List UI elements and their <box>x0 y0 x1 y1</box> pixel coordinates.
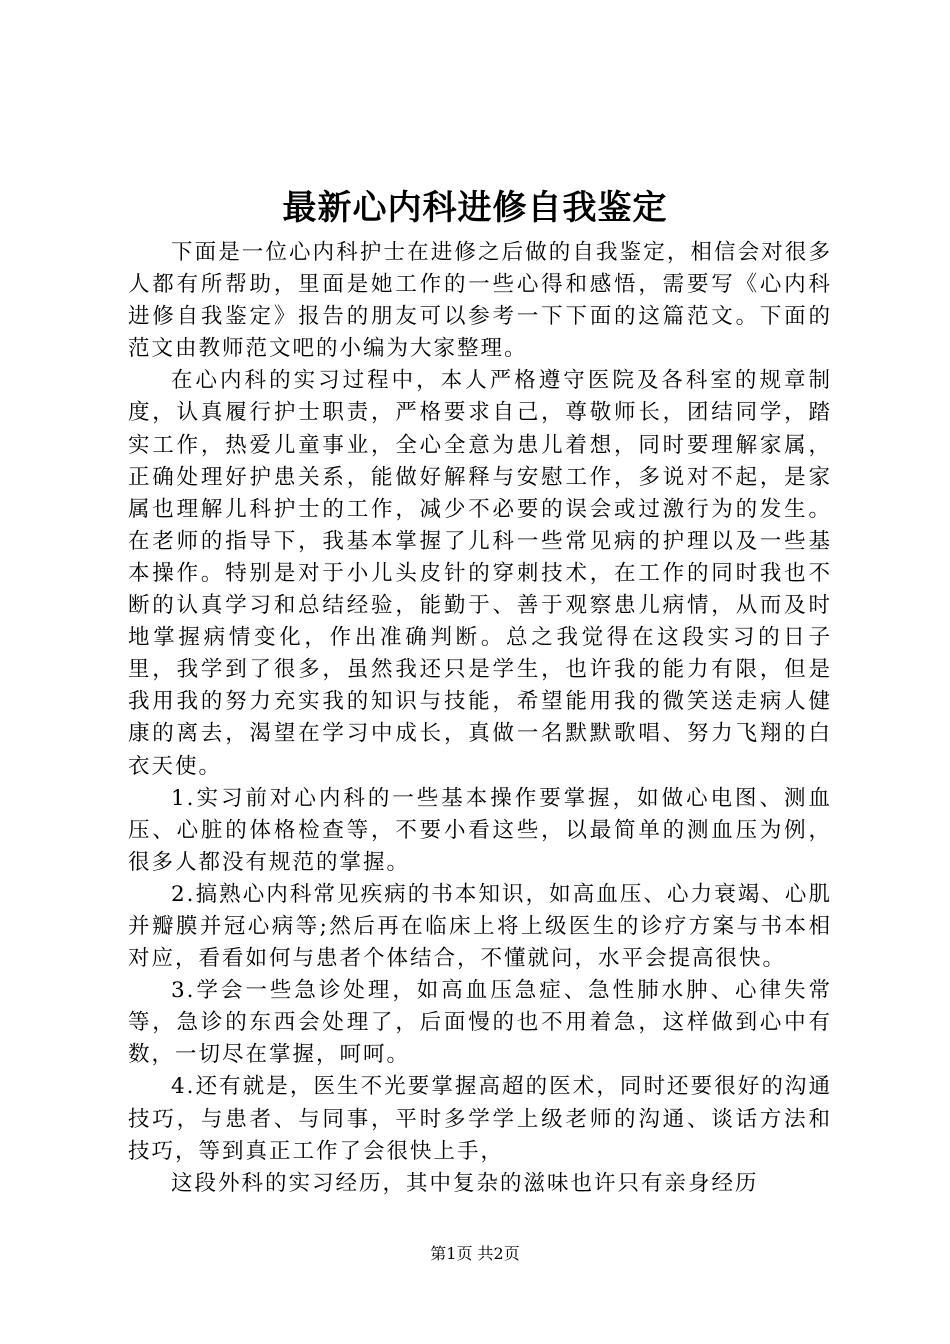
document-body <box>128 237 832 1200</box>
page-number-footer: 第1页 共2页 <box>430 1244 520 1263</box>
body-paragraph-point-2: 2.搞熟心内科常见疾病的书本知识，如高血压、心力衰竭、心肌并瓣膜并冠心病等;然后再在临床上将上级医生的诊疗方案与书本相对应，看看如何与患者个体结合，不懂就问，水平会提高很快。 <box>128 881 832 972</box>
body-paragraph-point-1: 1.实习前对心内科的一些基本操作要掌握，如做心电图、测血压、心脏的体格检查等，不要小看这些，以最简单的测血压为例，很多人都没有规范的掌握。 <box>128 785 832 875</box>
body-paragraph-closing: 这段外科的实习经历，其中复杂的滋味也许只有亲身经历 <box>171 1170 759 1196</box>
document-title: 最新心内科进修自我鉴定 <box>282 188 668 228</box>
body-paragraph-point-3: 3.学会一些急诊处理，如高血压急症、急性肺水肿、心律失常等，急诊的东西会处理了，后面慢的也不用着急，这样做到心中有数，一切尽在掌握，呵呵。 <box>128 978 832 1068</box>
body-paragraph-point-4: 4.还有就是，医生不光要掌握高超的医术，同时还要很好的沟通技巧，与患者、与同事，平时多学学上级老师的沟通、谈话方法和技巧，等到真正工作了会很快上手， <box>128 1074 832 1164</box>
body-paragraph-intro: 下面是一位心内科护士在进修之后做的自我鉴定，相信会对很多人都有所帮助，里面是她工作的一些心得和感悟，需要写《心内科进修自我鉴定》报告的朋友可以参考一下下面的这篇范文。下面的范文由教师范文吧的小编为大家整理。 <box>128 240 832 362</box>
body-paragraph-internship: 在心内科的实习过程中，本人严格遵守医院及各科室的规章制度，认真履行护士职责，严格要求自己，尊敬师长，团结同学，踏实工作，热爱儿童事业，全心全意为患儿着想，同时要理解家属，正确处理好护患关系，能做好解释与安慰工作，多说对不起，是家属也理解儿科护士的工作，减少不必要的误会或过激行为的发生。在老师的指导下，我基本掌握了儿科一些常见病的护理以及一些基本操作。特别是对于小儿头皮针的穿刺技术，在工作的同时我也不断的认真学习和总结经验，能勤于、善于观察患儿病情，从而及时地掌握病情变化，作出准确判断。总之我觉得在这段实习的日子里，我学到了很多，虽然我还只是学生，也许我的能力有限，但是我用我的努力充实我的知识与技能，希望能用我的微笑送走病人健康的离去，渴望在学习中成长，真做一名默默歌唱、努力飞翔的白衣天使。 <box>128 368 832 779</box>
